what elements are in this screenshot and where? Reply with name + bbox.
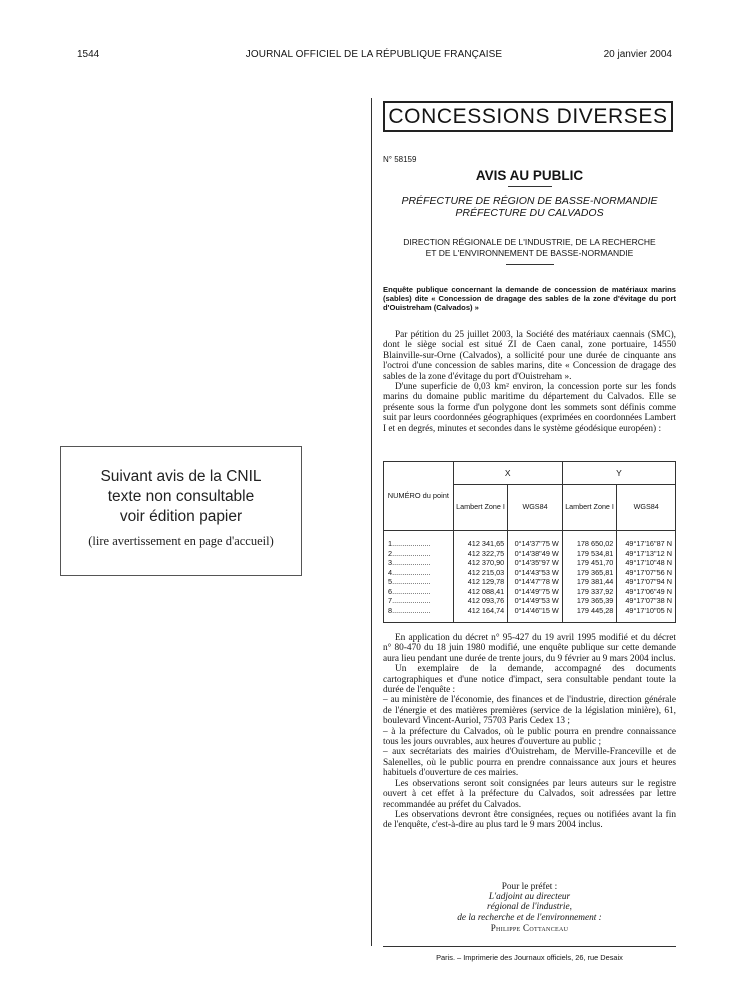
column-divider [371, 98, 372, 946]
table-cell: 179 337,92 [576, 586, 614, 596]
signature-line-4: de la recherche et de l'environnement : [457, 912, 602, 923]
table-cell: 0°14'37"75 W [514, 539, 559, 548]
table-cell: 412 129,78 [467, 577, 505, 586]
table-cell: 0°14'38"49 W [514, 548, 559, 558]
table-cell: 179 534,81 [576, 548, 614, 558]
journal-title: JOURNAL OFFICIEL DE LA RÉPUBLIQUE FRANÇAISE [245, 49, 503, 60]
paragraph: En application du décret n° 95-427 du 19 avril 1995 modifié et du décret n° 80-470 du 18 juin 1980 modifié, une enquête publique sur cette demande aura lieu pendant une durée de trente jours, du 9 février au 9 mars 2004 inclus. [383, 633, 676, 664]
table-cell: 412 322,75 [467, 548, 505, 558]
issue-date: 20 janvier 2004 [603, 49, 672, 60]
list-item: – au ministère de l'économie, des finances et de l'industrie, direction générale de l'énergie et des matières premières (service de la législation minière), 61, boulevard Vincent-Auriol, 75703 Paris Cedex 13 ; [383, 695, 676, 727]
table-cell: 0°14'49"53 W [514, 596, 559, 605]
y-wgs-values [617, 531, 676, 623]
table-row: 7................... [388, 596, 431, 605]
notice-number: N° 58159 [383, 155, 417, 164]
table-row: 4................... [388, 567, 431, 577]
table-cell: 179 365,81 [576, 567, 614, 577]
title-rule [508, 186, 552, 187]
table-cell: 0°14'43"53 W [514, 567, 559, 577]
paragraph: Un exemplaire de la demande, accompagné des documents cartographiques et d'une notice d'impact, sera consultable pendant toute la durée de l'enquête : [383, 664, 676, 696]
notice-title: AVIS AU PUBLIC [475, 168, 584, 183]
direction-block [383, 237, 676, 259]
signature-block [383, 882, 676, 933]
table-cell: 412 215,03 [467, 567, 505, 577]
prefecture-line-1: PRÉFECTURE DE RÉGION DE BASSE-NORMANDIE [401, 195, 658, 207]
table-cell: 179 451,70 [576, 558, 614, 567]
table-row: 8................... [388, 605, 431, 615]
prefecture-line-2: PRÉFECTURE DU CALVADOS [455, 207, 604, 219]
signature-line-3: régional de l'industrie, [487, 902, 572, 913]
table-row: 5................... [388, 577, 431, 586]
point-numbers [384, 531, 454, 623]
direction-rule [506, 264, 554, 265]
table-cell: 49°17'16"87 N [625, 539, 672, 548]
x-lambert-header: Lambert Zone I [453, 485, 508, 531]
page-number: 1544 [77, 49, 100, 60]
paragraph: D'une superficie de 0,03 km² environ, la concession porte sur les fonds marins du domaine public maritime du département du Calvados. Elle se présente sous la forme d'un polygone dont les sommets sont définis comme suit par leurs coordonnées géographiques (exprimées en coordonnées Lambert I et en degrés, minutes et secondes dans le système géodésique européen) : [383, 382, 676, 434]
table-cell: 49°17'07"38 N [625, 596, 672, 605]
table-cell: 49°17'13"12 N [625, 548, 672, 558]
table-cell: 179 445,28 [576, 605, 614, 615]
table-body [384, 531, 676, 623]
table-cell: 412 093,76 [467, 596, 505, 605]
table-cell: 0°14'46"15 W [514, 605, 559, 615]
table-cell: 412 370,90 [467, 558, 505, 567]
table-cell: 179 381,44 [576, 577, 614, 586]
table-row: 3................... [388, 558, 431, 567]
cnil-notice-box [60, 446, 302, 576]
table-row: 6................... [388, 586, 431, 596]
table-row: 1................... [388, 539, 431, 548]
table-cell: 49°17'10"05 N [625, 605, 672, 615]
paragraph: Les observations seront soit consignées par leurs auteurs sur le registre ouvert à cet effet à la préfecture du Calvados, soit adressées par lettre recommandée au préfet du Calvados. [383, 778, 676, 810]
table-cell: 412 088,41 [467, 586, 505, 596]
col-y-header: Y [562, 462, 675, 485]
table-cell: 49°17'10"48 N [625, 558, 672, 567]
table-row: 2................... [388, 548, 431, 558]
prefecture-block [383, 195, 676, 219]
y-wgs-header: WGS84 [617, 485, 676, 531]
table-cell: 0°14'47"78 W [514, 577, 559, 586]
y-lambert-header: Lambert Zone I [562, 485, 617, 531]
paragraph: Par pétition du 25 juillet 2003, la Société des matériaux caennais (SMC), dont le siège social est situé ZI de Caen canal, zone portuaire, 14550 Blainville-sur-Orne (Calvados), a sollicité pour une durée de cinquante ans l'octroi d'une concession de sables marins, dite « Concession de dragage des sables de la zone d'évitage du port d'Ouistreham ». [383, 330, 676, 382]
y-lambert-values [562, 531, 617, 623]
body-text-top [383, 330, 676, 434]
table-cell: 179 365,39 [576, 596, 614, 605]
signatory-name: Philippe Cottanceau [490, 922, 569, 933]
col-numero-header: NUMÉRO du point [384, 462, 454, 531]
cnil-note: (lire avertissement en page d'accueil) [88, 534, 274, 548]
direction-line-2: ET DE L'ENVIRONNEMENT DE BASSE-NORMANDIE [425, 248, 634, 258]
table-cell: 49°17'07"94 N [625, 577, 672, 586]
coordinates-table [383, 461, 676, 623]
x-lambert-values [453, 531, 508, 623]
list-item: – à la préfecture du Calvados, où le public pourra en prendre connaissance tous les jours ouvrables, aux heures d'ouverture au public ; [383, 726, 676, 748]
cnil-line-3: voir édition papier [119, 508, 243, 525]
table-cell: 412 341,65 [467, 539, 505, 548]
direction-line-1: DIRECTION RÉGIONALE DE L'INDUSTRIE, DE LA RECHERCHE [403, 237, 656, 247]
col-x-header: X [453, 462, 562, 485]
table-cell: 49°17'06"49 N [625, 586, 672, 596]
table-cell: 0°14'49"75 W [514, 586, 559, 596]
signature-line-2: L'adjoint au directeur [488, 892, 571, 903]
running-header [0, 49, 748, 65]
signature-line-1: Pour le préfet : [501, 882, 558, 892]
cnil-line-1: Suivant avis de la CNIL [100, 468, 262, 485]
table-cell: 412 164,74 [467, 605, 505, 615]
x-wgs-header: WGS84 [508, 485, 563, 531]
cnil-line-2: texte non consultable [107, 488, 255, 505]
enquete-heading: Enquête publique concernant la demande de concession de matériaux marins (sables) dite « Concession de dragage des sables de la zone d'évitage du port d'Ouistreham (Calvados) » [383, 285, 676, 312]
footer-rule [383, 946, 676, 947]
table-cell: 0°14'35"97 W [514, 558, 559, 567]
table-cell: 178 650,02 [576, 539, 614, 548]
x-wgs-values [508, 531, 563, 623]
body-text-bottom [383, 633, 676, 831]
list-item: – aux secrétariats des mairies d'Ouistreham, de Merville-Franceville et de Salenelles, où le public pourra en prendre connaissance aux jours et heures habituels d'ouverture de ces mairies. [383, 747, 676, 779]
section-banner: CONCESSIONS DIVERSES [383, 101, 673, 132]
table-cell: 49°17'07"56 N [625, 567, 672, 577]
paragraph: Les observations devront être consignées, reçues ou notifiées avant la fin de l'enquête, c'est-à-dire au plus tard le 9 mars 2004 inclus. [383, 809, 676, 831]
printer-footer: Paris. – Imprimerie des Journaux officiels, 26, rue Desaix [436, 953, 623, 962]
